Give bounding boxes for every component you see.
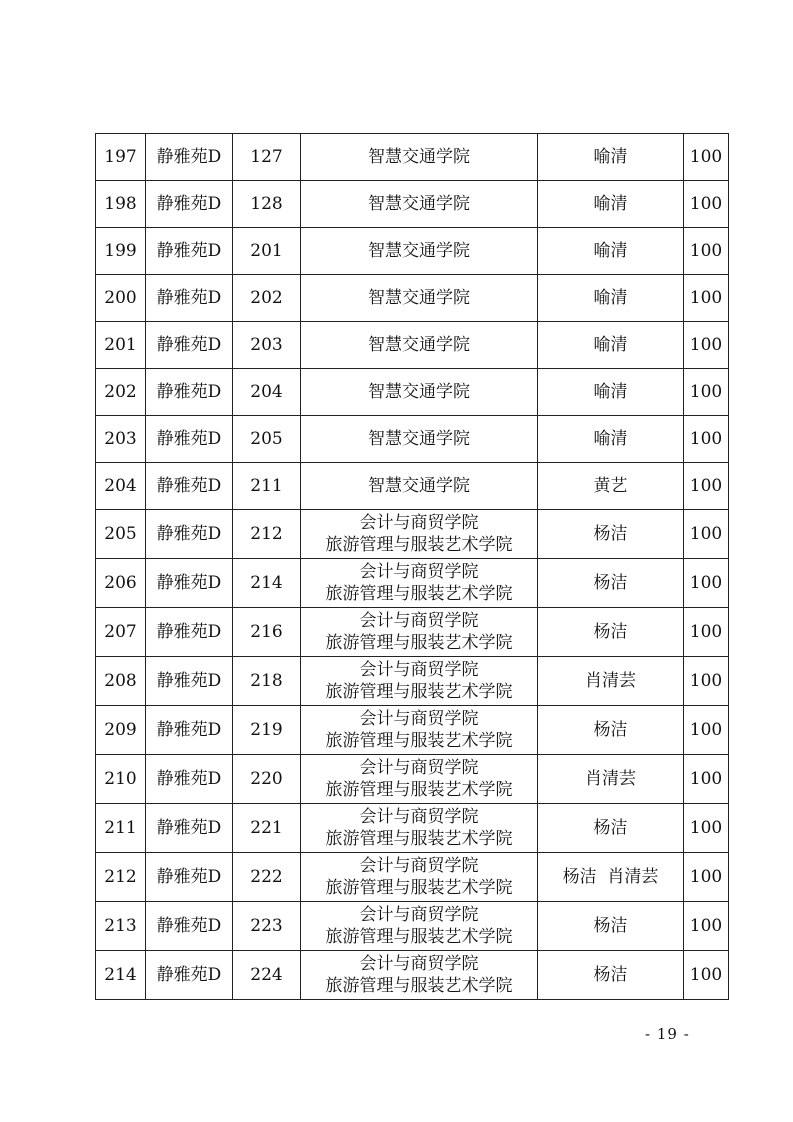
building-cell: 静雅苑D [146, 902, 233, 951]
building-cell: 静雅苑D [146, 559, 233, 608]
counselor-cell: 杨洁 [538, 559, 684, 608]
college-name: 智慧交通学院 [368, 429, 470, 449]
score-cell: 100 [684, 853, 729, 902]
building-cell: 静雅苑D [146, 510, 233, 559]
college-name: 旅游管理与服装艺术学院 [325, 682, 513, 702]
college-name: 旅游管理与服装艺术学院 [325, 976, 513, 996]
table-row [96, 181, 729, 228]
page-number: - 19 - [645, 1025, 690, 1043]
score-cell: 100 [684, 228, 729, 275]
dormitory-table-container [95, 133, 729, 1000]
row-number-cell: 205 [96, 510, 146, 559]
row-number-cell: 197 [96, 134, 146, 181]
building-cell: 静雅苑D [146, 228, 233, 275]
row-number-cell: 211 [96, 804, 146, 853]
college-name: 会计与商贸学院 [359, 807, 479, 827]
table-row [96, 416, 729, 463]
room-number-cell: 218 [233, 657, 301, 706]
counselor-cell: 杨洁 肖清芸 [538, 853, 684, 902]
college-name: 智慧交通学院 [368, 147, 470, 167]
table-row [96, 804, 729, 853]
counselor-cell: 喻清 [538, 134, 684, 181]
score-cell: 100 [684, 463, 729, 510]
counselor-cell: 杨洁 [538, 951, 684, 1000]
college-cell [301, 559, 538, 608]
building-cell: 静雅苑D [146, 275, 233, 322]
counselor-cell: 喻清 [538, 275, 684, 322]
room-number-cell: 216 [233, 608, 301, 657]
row-number-cell: 208 [96, 657, 146, 706]
college-name: 会计与商贸学院 [359, 905, 479, 925]
counselor-cell: 肖清芸 [538, 657, 684, 706]
row-number-cell: 207 [96, 608, 146, 657]
score-cell: 100 [684, 902, 729, 951]
table-row [96, 322, 729, 369]
row-number-cell: 214 [96, 951, 146, 1000]
college-cell [301, 275, 538, 322]
score-cell: 100 [684, 322, 729, 369]
college-name: 智慧交通学院 [368, 335, 470, 355]
room-number-cell: 220 [233, 755, 301, 804]
score-cell: 100 [684, 706, 729, 755]
college-cell [301, 510, 538, 559]
dormitory-score-table [95, 133, 729, 1000]
table-row [96, 134, 729, 181]
college-name: 会计与商贸学院 [359, 611, 479, 631]
college-name: 会计与商贸学院 [359, 562, 479, 582]
counselor-cell: 喻清 [538, 228, 684, 275]
counselor-cell: 喻清 [538, 181, 684, 228]
room-number-cell: 214 [233, 559, 301, 608]
college-name: 智慧交通学院 [368, 382, 470, 402]
score-cell: 100 [684, 134, 729, 181]
counselor-cell: 杨洁 [538, 902, 684, 951]
score-cell: 100 [684, 416, 729, 463]
score-cell: 100 [684, 608, 729, 657]
room-number-cell: 204 [233, 369, 301, 416]
row-number-cell: 204 [96, 463, 146, 510]
score-cell: 100 [684, 657, 729, 706]
college-name: 旅游管理与服装艺术学院 [325, 584, 513, 604]
room-number-cell: 127 [233, 134, 301, 181]
college-cell [301, 951, 538, 1000]
row-number-cell: 200 [96, 275, 146, 322]
building-cell: 静雅苑D [146, 181, 233, 228]
building-cell: 静雅苑D [146, 755, 233, 804]
college-cell [301, 181, 538, 228]
score-cell: 100 [684, 181, 729, 228]
college-name: 智慧交通学院 [368, 288, 470, 308]
college-cell [301, 755, 538, 804]
room-number-cell: 203 [233, 322, 301, 369]
counselor-cell: 杨洁 [538, 608, 684, 657]
table-row [96, 275, 729, 322]
score-cell: 100 [684, 510, 729, 559]
score-cell: 100 [684, 951, 729, 1000]
college-name: 旅游管理与服装艺术学院 [325, 878, 513, 898]
college-name: 会计与商贸学院 [359, 954, 479, 974]
room-number-cell: 221 [233, 804, 301, 853]
building-cell: 静雅苑D [146, 416, 233, 463]
college-cell [301, 416, 538, 463]
row-number-cell: 203 [96, 416, 146, 463]
building-cell: 静雅苑D [146, 369, 233, 416]
college-name: 会计与商贸学院 [359, 513, 479, 533]
room-number-cell: 128 [233, 181, 301, 228]
building-cell: 静雅苑D [146, 463, 233, 510]
row-number-cell: 198 [96, 181, 146, 228]
counselor-cell: 喻清 [538, 369, 684, 416]
room-number-cell: 224 [233, 951, 301, 1000]
row-number-cell: 206 [96, 559, 146, 608]
room-number-cell: 205 [233, 416, 301, 463]
score-cell: 100 [684, 275, 729, 322]
row-number-cell: 199 [96, 228, 146, 275]
table-row [96, 755, 729, 804]
college-cell [301, 608, 538, 657]
college-cell [301, 853, 538, 902]
college-cell [301, 463, 538, 510]
college-cell [301, 322, 538, 369]
college-name: 旅游管理与服装艺术学院 [325, 633, 513, 653]
college-cell [301, 369, 538, 416]
college-cell [301, 657, 538, 706]
college-name: 旅游管理与服装艺术学院 [325, 927, 513, 947]
college-name: 智慧交通学院 [368, 241, 470, 261]
building-cell: 静雅苑D [146, 853, 233, 902]
row-number-cell: 201 [96, 322, 146, 369]
college-name: 会计与商贸学院 [359, 709, 479, 729]
score-cell: 100 [684, 755, 729, 804]
counselor-cell: 喻清 [538, 322, 684, 369]
row-number-cell: 209 [96, 706, 146, 755]
college-cell [301, 134, 538, 181]
table-row [96, 228, 729, 275]
table-row [96, 853, 729, 902]
table-row [96, 706, 729, 755]
table-row [96, 608, 729, 657]
room-number-cell: 223 [233, 902, 301, 951]
counselor-cell: 杨洁 [538, 706, 684, 755]
table-row [96, 369, 729, 416]
counselor-cell: 肖清芸 [538, 755, 684, 804]
college-name: 旅游管理与服装艺术学院 [325, 829, 513, 849]
room-number-cell: 211 [233, 463, 301, 510]
counselor-cell: 黄艺 [538, 463, 684, 510]
score-cell: 100 [684, 804, 729, 853]
college-name: 旅游管理与服装艺术学院 [325, 535, 513, 555]
room-number-cell: 201 [233, 228, 301, 275]
building-cell: 静雅苑D [146, 804, 233, 853]
building-cell: 静雅苑D [146, 657, 233, 706]
college-name: 智慧交通学院 [368, 476, 470, 496]
row-number-cell: 202 [96, 369, 146, 416]
college-name: 旅游管理与服装艺术学院 [325, 731, 513, 751]
row-number-cell: 210 [96, 755, 146, 804]
table-row [96, 559, 729, 608]
building-cell: 静雅苑D [146, 706, 233, 755]
college-name: 会计与商贸学院 [359, 856, 479, 876]
college-name: 旅游管理与服装艺术学院 [325, 780, 513, 800]
college-name: 会计与商贸学院 [359, 758, 479, 778]
row-number-cell: 213 [96, 902, 146, 951]
college-name: 会计与商贸学院 [359, 660, 479, 680]
room-number-cell: 219 [233, 706, 301, 755]
building-cell: 静雅苑D [146, 951, 233, 1000]
row-number-cell: 212 [96, 853, 146, 902]
room-number-cell: 222 [233, 853, 301, 902]
college-cell [301, 706, 538, 755]
score-cell: 100 [684, 369, 729, 416]
counselor-cell: 杨洁 [538, 510, 684, 559]
room-number-cell: 202 [233, 275, 301, 322]
table-row [96, 510, 729, 559]
college-cell [301, 804, 538, 853]
score-cell: 100 [684, 559, 729, 608]
college-name: 智慧交通学院 [368, 194, 470, 214]
table-row [96, 463, 729, 510]
room-number-cell: 212 [233, 510, 301, 559]
table-row [96, 902, 729, 951]
table-body [96, 134, 729, 1000]
counselor-cell: 喻清 [538, 416, 684, 463]
building-cell: 静雅苑D [146, 322, 233, 369]
counselor-cell: 杨洁 [538, 804, 684, 853]
table-row [96, 657, 729, 706]
building-cell: 静雅苑D [146, 134, 233, 181]
college-cell [301, 902, 538, 951]
college-cell [301, 228, 538, 275]
building-cell: 静雅苑D [146, 608, 233, 657]
table-row [96, 951, 729, 1000]
